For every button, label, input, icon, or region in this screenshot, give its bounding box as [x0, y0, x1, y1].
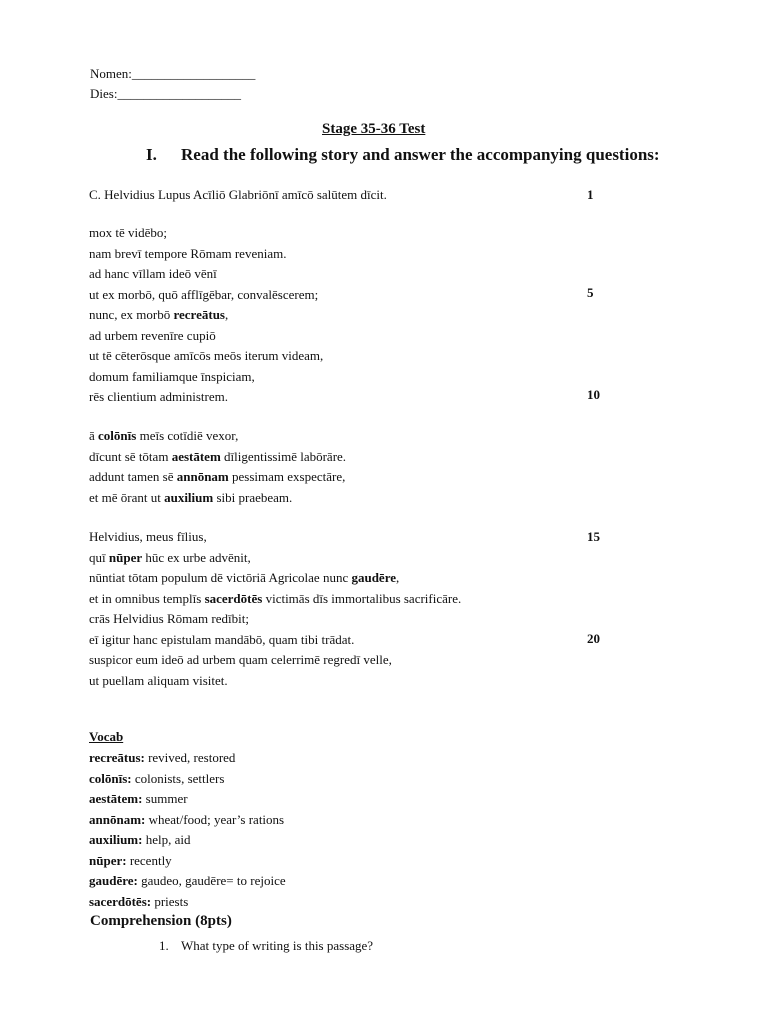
story-text: sibi praebeam. — [213, 489, 293, 505]
nomen-field: Nomen:___________________ — [90, 66, 256, 81]
vocab-item — [89, 812, 284, 828]
vocab-term: nūper: — [89, 852, 127, 868]
story-text: nunc, ex morbō — [89, 307, 174, 322]
story-text: crās Helvidius Rōmam redībit; — [89, 611, 249, 626]
question-number: 1. — [159, 938, 169, 953]
story-text: mox tē vidēbo; — [89, 225, 167, 240]
vocab-word: sacerdōtēs — [204, 590, 263, 606]
vocab-term: annōnam: — [89, 811, 146, 827]
story-text: nūntiat tōtam populum dē victōriā Agricolae nunc — [89, 570, 352, 585]
story-line — [89, 529, 207, 545]
vocab-term: recreātus: — [89, 750, 145, 765]
vocab-definition: wheat/food; year’s rations — [145, 811, 285, 827]
vocab-item — [89, 894, 188, 910]
vocab-term: auxilium: — [89, 832, 143, 847]
story-text: ut ex morbō, quō afflīgēbar, convalēscerem; — [89, 286, 319, 302]
story-line — [89, 428, 238, 444]
vocab-definition: gaudeo, gaudēre= to rejoice — [137, 873, 286, 888]
story-line — [89, 632, 354, 648]
story-line — [89, 449, 346, 465]
vocab-word: colōnīs — [98, 428, 137, 443]
story-text: et mē ōrant ut — [89, 489, 165, 505]
section-heading: Read the following story and answer the accompanying questions: — [181, 145, 660, 164]
vocab-word: aestātem — [171, 448, 221, 464]
page-title: Stage 35-36 Test — [322, 121, 426, 137]
story-line — [89, 490, 292, 506]
vocab-definition: recently — [126, 852, 172, 868]
vocab-term: sacerdōtēs: — [89, 893, 152, 909]
story-line — [89, 266, 217, 282]
story-line — [89, 307, 228, 323]
vocab-item — [89, 853, 172, 869]
vocab-item — [89, 873, 286, 889]
vocab-word: recreātus — [173, 307, 225, 322]
story-text: meīs cotīdiē vexor, — [136, 428, 239, 443]
story-text: pessimam exspectāre, — [228, 469, 346, 484]
story-line — [89, 591, 461, 607]
vocab-definition: colonists, settlers — [131, 770, 225, 786]
vocab-item — [89, 832, 190, 848]
story-text: ut tē cēterōsque amīcōs meōs iterum videam, — [89, 348, 324, 363]
story-text: hūc ex urbe advēnit, — [142, 549, 251, 565]
story-line — [89, 328, 216, 344]
story-text: ad hanc vīllam ideō vēnī — [89, 266, 217, 281]
story-line — [89, 246, 286, 262]
vocab-word: annōnam — [176, 469, 229, 484]
question-text: What type of writing is this passage? — [181, 938, 374, 953]
story-line — [89, 469, 345, 485]
story-line — [89, 287, 318, 303]
section-numeral: I. — [146, 145, 157, 164]
vocab-word: nūper — [108, 549, 143, 565]
vocab-definition: help, aid — [142, 832, 191, 847]
line-number-10: 10 — [587, 387, 600, 402]
story-text: Helvidius, meus fīlius, — [89, 529, 207, 544]
story-text: suspicor eum ideō ad urbem quam celerrimē regredī velle, — [89, 652, 392, 667]
story-text: , — [224, 307, 229, 322]
line-number-20: 20 — [587, 631, 600, 646]
story-text: nam brevī tempore Rōmam reveniam. — [89, 245, 287, 261]
vocab-item — [89, 791, 188, 807]
story-line — [89, 673, 228, 689]
story-line — [89, 389, 228, 405]
story-line — [89, 611, 249, 627]
comprehension-heading: Comprehension (8pts) — [90, 913, 232, 929]
story-text: ad urbem revenīre cupiō — [89, 327, 216, 343]
story-text: rēs clientium administrem. — [89, 389, 228, 404]
story-text: et in omnibus templīs — [89, 590, 205, 606]
story-text: ā — [89, 428, 99, 443]
story-line — [89, 369, 255, 385]
line-number-15: 15 — [587, 529, 600, 544]
vocab-item — [89, 771, 224, 787]
vocab-definition: revived, restored — [144, 750, 236, 765]
story-line — [89, 652, 392, 668]
story-line — [89, 225, 167, 241]
story-line — [89, 550, 251, 566]
vocab-definition: summer — [142, 791, 188, 806]
vocab-word: auxilium — [164, 489, 214, 505]
line-number-5: 5 — [587, 285, 594, 300]
story-text: quī — [89, 549, 109, 565]
story-text: domum familiamque īnspiciam, — [89, 368, 255, 384]
story-line — [89, 570, 399, 586]
vocab-term: gaudēre: — [89, 873, 138, 888]
vocab-definition: priests — [151, 893, 189, 909]
story-text: victimās dīs immortalibus sacrificāre. — [262, 590, 462, 606]
vocab-word: gaudēre — [351, 570, 397, 585]
story-text: dīligentissimē labōrāre. — [220, 448, 347, 464]
story-text: ut puellam aliquam visitet. — [89, 672, 228, 688]
vocab-term: aestātem: — [89, 791, 143, 806]
dies-field: Dies:___________________ — [90, 86, 241, 101]
story-text: , — [396, 570, 400, 585]
vocab-term: colōnīs: — [89, 770, 132, 786]
story-text: dīcunt sē tōtam — [89, 448, 172, 464]
vocab-heading: Vocab — [89, 729, 124, 744]
vocab-item — [89, 750, 235, 766]
story-text: addunt tamen sē — [89, 469, 177, 484]
story-text: eī igitur hanc epistulam mandābō, quam tibi trādat. — [89, 631, 355, 647]
story-opening: C. Helvidius Lupus Acīliō Glabriōnī amīcō salūtem dīcit. — [89, 187, 387, 202]
line-number-1: 1 — [587, 187, 594, 202]
story-line — [89, 348, 323, 364]
